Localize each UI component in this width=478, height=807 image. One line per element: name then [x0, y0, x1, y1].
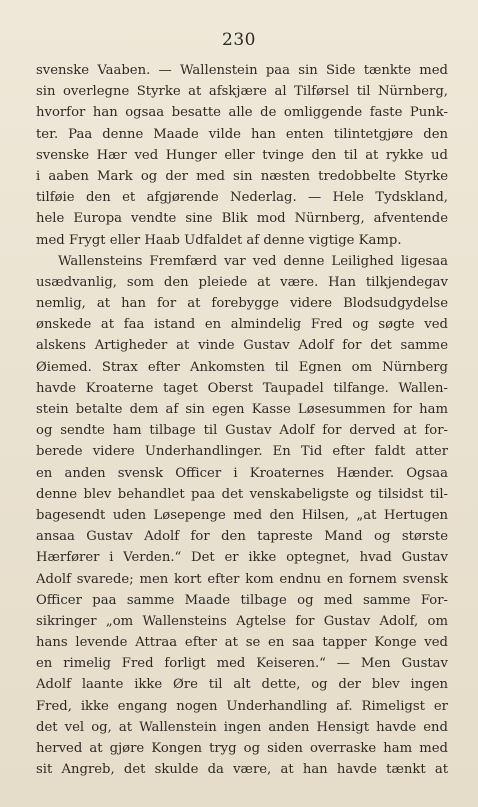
text-line: ter. Paa denne Maade vilde han enten tilintetgjøre den	[36, 126, 448, 142]
text-line: berede videre Underhandlinger. En Tid efter faldt atter	[36, 444, 448, 460]
text-line: bagesendt uden Løsepenge med den Hilsen, „at Hertugen	[36, 507, 448, 523]
text-line: Adolf svarede; men kort efter kom endnu en fornem svensk	[36, 571, 448, 587]
text-line: tilføie den et afgjørende Nederlag. — Hele Tydskland,	[36, 190, 448, 206]
text-line: ansaa Gustav Adolf for den tapreste Mand og største	[36, 529, 448, 545]
text-line: med Frygt eller Haab Udfaldet af denne vigtige Kamp.	[36, 232, 402, 248]
text-line: en anden svensk Officer i Kroaternes Hænder. Ogsaa	[36, 465, 448, 481]
text-line: Officer paa samme Maade tilbage og med samme For-	[36, 592, 448, 608]
text-line: Adolf laante ikke Øre til alt dette, og der blev ingen	[36, 677, 448, 693]
text-line: Wallensteins Fremfærd var ved denne Leilighed ligesaa	[58, 253, 448, 269]
text-line: sit Angreb, det skulde da være, at han havde tænkt at	[36, 762, 448, 778]
text-line: hvorfor han ogsaa besatte alle de omliggende faste Punk-	[36, 105, 448, 121]
text-line: Fred, ikke engang nogen Underhandling af. Rimeligst er	[36, 698, 448, 714]
text-line: hele Europa vendte sine Blik mod Nürnberg, afventende	[36, 211, 448, 227]
text-line: denne blev behandlet paa det venskabeligste og tilsidst til-	[36, 486, 448, 502]
page-number: 230	[222, 30, 256, 50]
text-line: nemlig, at han for at forebygge videre Blodsudgydelse	[36, 296, 448, 312]
text-line: ønskede at faa istand en almindelig Fred og søgte ved	[36, 317, 448, 333]
text-line: sin overlegne Styrke at afskjære al Tilførsel til Nürnberg,	[36, 84, 448, 100]
text-line: svenske Hær ved Hunger eller tvinge den til at rykke ud	[36, 147, 448, 163]
text-line: det vel og, at Wallenstein ingen anden Hensigt havde end	[36, 719, 448, 735]
text-line: og sendte ham tilbage til Gustav Adolf for derved at for-	[36, 423, 448, 439]
text-line: en rimelig Fred forligt med Keiseren.“ — Men Gustav	[36, 656, 448, 672]
text-line: i aaben Mark og der med sin næsten tredobbelte Styrke	[36, 168, 448, 184]
text-line: usædvanlig, som den pleiede at være. Han tilkjendegav	[36, 274, 448, 290]
text-line: stein betalte dem af sin egen Kasse Løsesummen for ham	[36, 402, 448, 417]
body-text	[36, 60, 448, 780]
text-line: alskens Artigheder at vinde Gustav Adolf for det samme	[36, 338, 448, 354]
text-line: hans levende Attraa efter at se en saa tapper Konge ved	[36, 635, 448, 651]
text-line: havde Kroaterne taget Oberst Taupadel tilfange. Wallen-	[36, 380, 448, 396]
text-line: sikringer „om Wallensteins Agtelse for Gustav Adolf, om	[36, 613, 448, 629]
text-line: Hærfører i Verden.“ Det er ikke optegnet, hvad Gustav	[36, 550, 448, 566]
text-line: herved at gjøre Kongen tryg og siden overraske ham med	[36, 741, 448, 756]
text-line: svenske Vaaben. — Wallenstein paa sin Side tænkte med	[36, 63, 448, 78]
text-line: Øiemed. Strax efter Ankomsten til Egnen om Nürnberg	[36, 359, 448, 375]
